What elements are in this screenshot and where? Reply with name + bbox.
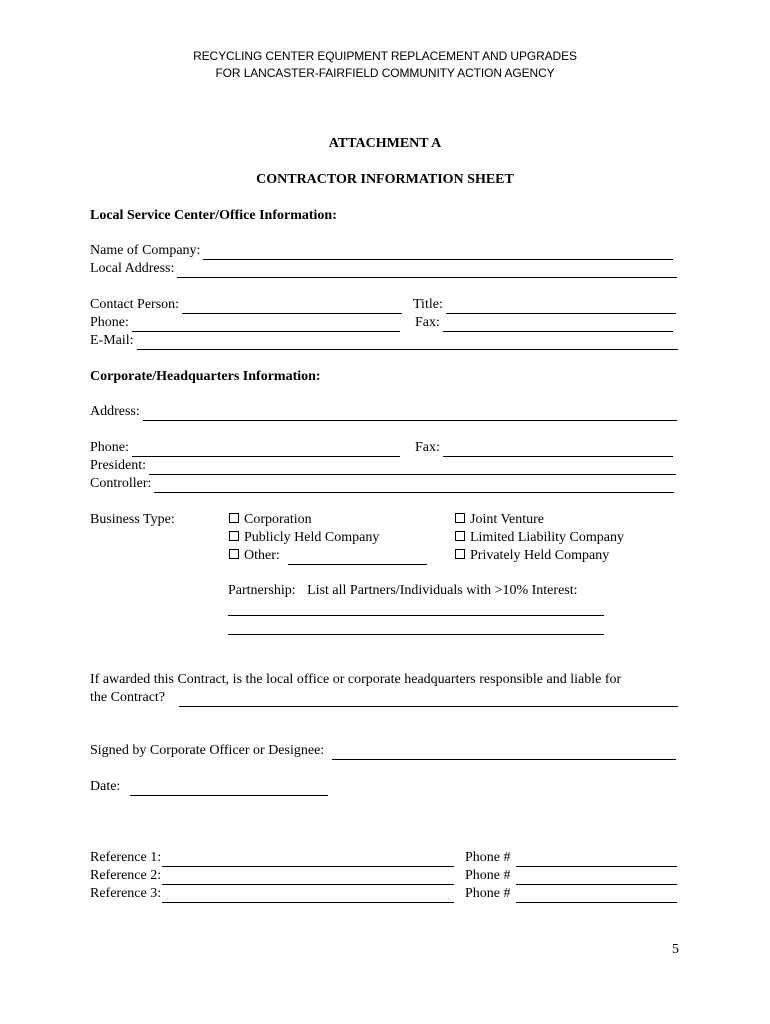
option-publicly-held[interactable]: Publicly Held Company bbox=[229, 529, 379, 547]
local-address-row bbox=[90, 260, 677, 278]
signature-row bbox=[90, 742, 676, 760]
reference-1-row bbox=[90, 849, 454, 867]
other-field[interactable] bbox=[288, 550, 427, 565]
company-field[interactable] bbox=[203, 245, 673, 260]
signature-label: Signed by Corporate Officer or Designee: bbox=[90, 743, 325, 758]
corporate-phone-field[interactable] bbox=[132, 442, 400, 457]
local-address-label: Local Address: bbox=[90, 261, 175, 276]
president-field[interactable] bbox=[149, 460, 676, 475]
option-llc[interactable]: Limited Liability Company bbox=[455, 529, 624, 547]
corporate-fax-row bbox=[415, 439, 673, 457]
controller-field[interactable] bbox=[154, 478, 674, 493]
title-label: Title: bbox=[413, 297, 443, 312]
reference-3-phone-label: Phone # bbox=[465, 886, 511, 901]
contact-row bbox=[90, 296, 402, 314]
reference-1-field[interactable] bbox=[162, 852, 454, 867]
date-field[interactable] bbox=[130, 781, 328, 796]
controller-label: Controller: bbox=[90, 476, 152, 491]
reference-1-phone-field[interactable] bbox=[516, 852, 678, 867]
corporate-fax-field[interactable] bbox=[443, 442, 673, 457]
checkbox-privately-held[interactable] bbox=[455, 549, 465, 559]
checkbox-corporation[interactable] bbox=[229, 513, 239, 523]
local-fax-label: Fax: bbox=[415, 315, 440, 330]
partnership-label: Partnership: bbox=[228, 583, 296, 598]
local-phone-field[interactable] bbox=[132, 317, 400, 332]
company-row bbox=[90, 242, 673, 260]
corporate-address-label: Address: bbox=[90, 404, 140, 419]
local-fax-row bbox=[415, 314, 673, 332]
page-number: 5 bbox=[672, 942, 679, 957]
partner-field-1[interactable] bbox=[228, 615, 604, 616]
checkbox-joint-venture[interactable] bbox=[455, 513, 465, 523]
contact-field[interactable] bbox=[182, 299, 402, 314]
reference-3-phone-row bbox=[465, 885, 677, 903]
email-field[interactable] bbox=[137, 335, 678, 350]
header-line-2: FOR LANCASTER-FAIRFIELD COMMUNITY ACTION AGENCY bbox=[215, 66, 555, 80]
checkbox-other[interactable] bbox=[229, 549, 239, 559]
contract-question-cont: the Contract? bbox=[90, 690, 166, 705]
reference-2-phone-row bbox=[465, 867, 677, 885]
reference-1-label: Reference 1: bbox=[90, 850, 162, 865]
email-label: E-Mail: bbox=[90, 333, 134, 348]
option-privately-held[interactable]: Privately Held Company bbox=[455, 547, 609, 565]
company-label: Name of Company: bbox=[90, 243, 201, 258]
form-subtitle: CONTRACTOR INFORMATION SHEET bbox=[256, 172, 514, 187]
email-row bbox=[90, 332, 678, 350]
corporate-address-field[interactable] bbox=[143, 406, 677, 421]
contract-answer-field[interactable] bbox=[179, 692, 678, 707]
corporate-address-row bbox=[90, 403, 677, 421]
president-row bbox=[90, 457, 676, 475]
signature-field[interactable] bbox=[332, 745, 676, 760]
partner-field-2[interactable] bbox=[228, 634, 604, 635]
partnership-line bbox=[228, 582, 578, 600]
reference-2-label: Reference 2: bbox=[90, 868, 162, 883]
local-section-heading: Local Service Center/Office Information: bbox=[90, 208, 337, 223]
partnership-instruction: List all Partners/Individuals with >10% Interest: bbox=[307, 583, 578, 598]
reference-3-phone-field[interactable] bbox=[516, 888, 678, 903]
reference-2-field[interactable] bbox=[162, 870, 454, 885]
reference-2-phone-label: Phone # bbox=[465, 868, 511, 883]
contract-answer-row bbox=[90, 689, 678, 707]
option-corporation[interactable]: Corporation bbox=[229, 511, 312, 529]
corporate-section-heading: Corporate/Headquarters Information: bbox=[90, 369, 321, 384]
reference-2-row bbox=[90, 867, 454, 885]
local-address-field[interactable] bbox=[177, 263, 677, 278]
date-label: Date: bbox=[90, 779, 121, 794]
controller-row bbox=[90, 475, 674, 493]
corporate-phone-row bbox=[90, 439, 400, 457]
corporate-fax-label: Fax: bbox=[415, 440, 440, 455]
reference-3-label: Reference 3: bbox=[90, 886, 162, 901]
contact-label: Contact Person: bbox=[90, 297, 180, 312]
attachment-title: ATTACHMENT A bbox=[328, 136, 442, 151]
contract-question: If awarded this Contract, is the local office or corporate headquarters responsible and liable for bbox=[90, 672, 622, 687]
president-label: President: bbox=[90, 458, 146, 473]
title-row bbox=[413, 296, 676, 314]
checkbox-publicly-held[interactable] bbox=[229, 531, 239, 541]
corporate-phone-label: Phone: bbox=[90, 440, 129, 455]
reference-1-phone-row bbox=[465, 849, 677, 867]
date-row bbox=[90, 778, 328, 796]
reference-2-phone-field[interactable] bbox=[516, 870, 678, 885]
document-header bbox=[0, 48, 770, 82]
header-line-1: RECYCLING CENTER EQUIPMENT REPLACEMENT AND UPGRADES bbox=[193, 49, 577, 63]
checkbox-llc[interactable] bbox=[455, 531, 465, 541]
option-joint-venture[interactable]: Joint Venture bbox=[455, 511, 544, 529]
title-field[interactable] bbox=[446, 299, 676, 314]
local-fax-field[interactable] bbox=[443, 317, 673, 332]
reference-1-phone-label: Phone # bbox=[465, 850, 511, 865]
local-phone-label: Phone: bbox=[90, 315, 129, 330]
local-phone-row bbox=[90, 314, 400, 332]
reference-3-row bbox=[90, 885, 454, 903]
reference-3-field[interactable] bbox=[162, 888, 454, 903]
option-other[interactable]: Other: bbox=[229, 547, 427, 565]
business-type-label: Business Type: bbox=[90, 512, 175, 527]
